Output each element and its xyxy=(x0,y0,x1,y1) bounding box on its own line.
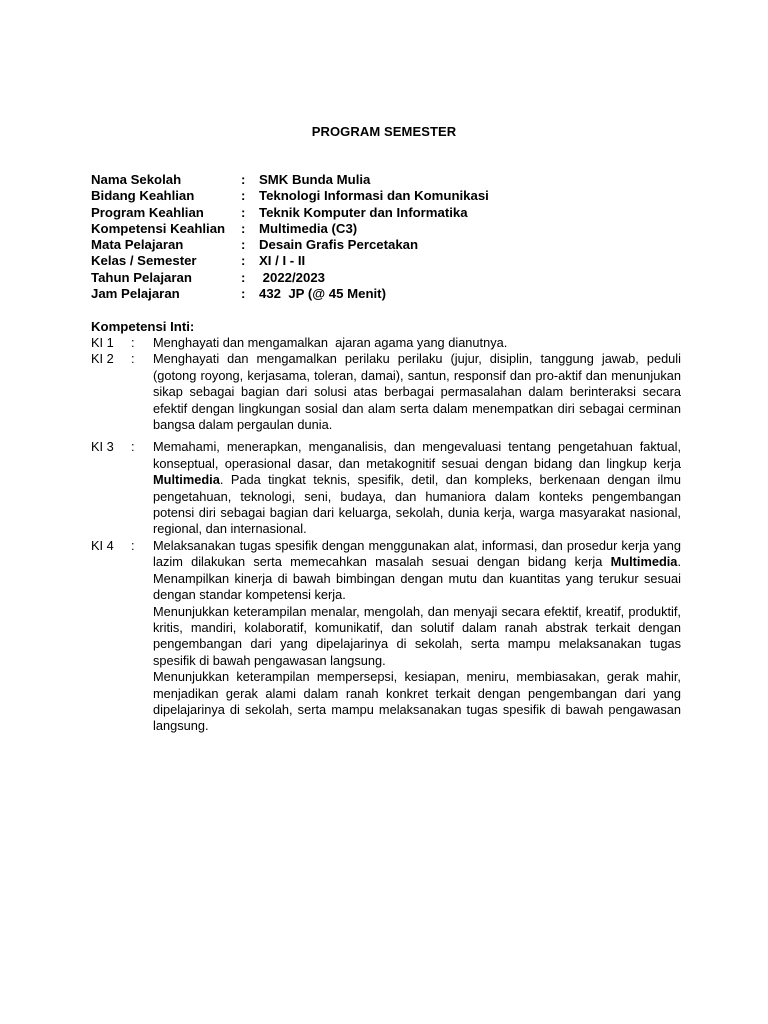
identity-colon: : xyxy=(241,286,246,302)
identity-value: 2022/2023 xyxy=(259,269,326,285)
ki-colon: : xyxy=(131,439,135,455)
ki-item-3 xyxy=(91,439,681,537)
ki-colon: : xyxy=(131,537,135,553)
ki-text: Memahami, menerapkan, menganalisis, dan mengevaluasi tentang pengetahuan faktual, konseptual, operasional dasar, dan metakognitif sesuai dengan bidang dan lingkup kerja xyxy=(153,439,681,471)
identity-row-jam-pelajaran xyxy=(91,286,489,302)
identity-label: Kompetensi Keahlian xyxy=(91,220,226,236)
ki-paragraph: Menunjukkan keterampilan mempersepsi, kesiapan, meniru, membiasakan, gerak mahir, menjadikan gerak alami dalam ranah konkret terkait dengan pengembangan dari yang dipelajarinya di sekolah, serta mampu melaksanakan tugas spesifik di bawah pengawasan langsung. xyxy=(153,669,681,734)
identity-table xyxy=(91,172,489,302)
identity-row-kompetensi-keahlian xyxy=(91,221,489,237)
identity-value: Teknik Komputer dan Informatika xyxy=(259,204,468,220)
ki-item-4 xyxy=(91,538,681,735)
identity-colon: : xyxy=(241,172,246,187)
identity-label: Tahun Pelajaran xyxy=(91,269,192,285)
identity-row-kelas-semester xyxy=(91,253,489,269)
identity-label: Nama Sekolah xyxy=(91,172,182,187)
ki-code: KI 2 xyxy=(91,351,114,367)
identity-value: 432 JP (@ 45 Menit) xyxy=(259,286,386,302)
identity-label: Mata Pelajaran xyxy=(91,237,184,253)
ki-paragraph xyxy=(153,538,681,604)
identity-value: Multimedia (C3) xyxy=(259,220,358,236)
ki-body xyxy=(153,351,681,433)
identity-label: Program Keahlian xyxy=(91,204,204,220)
ki-colon: : xyxy=(131,351,135,367)
identity-value: Teknologi Informasi dan Komunikasi xyxy=(259,188,489,204)
identity-colon: : xyxy=(241,220,246,236)
identity-colon: : xyxy=(241,253,246,269)
ki-paragraph xyxy=(153,439,681,537)
identity-colon: : xyxy=(241,269,246,285)
ki-heading: Kompetensi Inti: xyxy=(91,319,195,334)
identity-row-program-keahlian xyxy=(91,205,489,221)
ki-paragraph: Menghayati dan mengamalkan ajaran agama yang dianutnya. xyxy=(153,335,508,350)
identity-row-mata-pelajaran xyxy=(91,237,489,253)
ki-code: KI 4 xyxy=(91,537,114,553)
identity-row-bidang-keahlian xyxy=(91,188,489,204)
identity-label: Jam Pelajaran xyxy=(91,286,180,302)
identity-value: XI / I - II xyxy=(259,253,306,269)
ki-code: KI 3 xyxy=(91,439,114,455)
identity-label: Bidang Keahlian xyxy=(91,188,195,204)
ki-paragraph: Menghayati dan mengamalkan perilaku perilaku (jujur, disiplin, tanggung jawab, peduli (gotong royong, kerjasama, toleran, damai), santun, responsif dan pro-aktif dan menunjukan sikap sebagai bagian dari solusi atas berbagai permasalahan dalam berinteraksi secara efektif dengan lingkungan sosial dan alam serta dalam menempatkan diri sebagai cerminan bangsa dalam pergaulan dunia. xyxy=(153,351,681,433)
identity-colon: : xyxy=(241,237,246,253)
ki-item-1 xyxy=(91,335,681,351)
ki-body xyxy=(153,439,681,537)
identity-value: SMK Bunda Mulia xyxy=(259,172,371,187)
ki-bold-term: Multimedia xyxy=(610,554,678,570)
identity-row-tahun-pelajaran xyxy=(91,270,489,286)
identity-value: Desain Grafis Percetakan xyxy=(259,237,419,253)
ki-code: KI 1 xyxy=(91,335,114,350)
identity-label: Kelas / Semester xyxy=(91,253,197,269)
ki-item-2 xyxy=(91,351,681,433)
ki-text: Melaksanakan tugas spesifik dengan menggunakan alat, informasi, dan prosedur kerja yang lazim dilakukan serta memecahkan masalah sesuai dengan bidang kerja xyxy=(153,537,681,570)
ki-paragraph: Menunjukkan keterampilan menalar, mengolah, dan menyaji secara efektif, kreatif, produktif, kritis, mandiri, kolaboratif, komunikatif, dan solutif dalam ranah abstrak terkait dengan pengembangan dari yang dipelajarinya di sekolah, serta mampu melaksanakan tugas spesifik di bawah pengawasan langsung. xyxy=(153,603,681,668)
ki-list xyxy=(91,335,681,735)
ki-bold-term: Multimedia xyxy=(153,472,220,488)
identity-colon: : xyxy=(241,188,246,204)
document-title: PROGRAM SEMESTER xyxy=(311,124,457,139)
ki-colon: : xyxy=(131,335,135,350)
ki-text: . Pada tingkat teknis, spesifik, detil, dan kompleks, berkenaan dengan ilmu pengetahuan, teknologi, seni, budaya, dan humaniora dalam konteks pengembangan potensi diri sebagai bagian dari keluarga, sekolah, dunia kerja, warga masyarakat nasional, regional, dan internasional. xyxy=(153,472,681,537)
identity-colon: : xyxy=(241,204,246,220)
identity-row-nama-sekolah xyxy=(91,172,489,188)
ki-body xyxy=(153,538,681,735)
ki-body xyxy=(153,335,681,351)
ki-text: . Menampilkan kinerja di bawah bimbingan dengan mutu dan kuantitas yang terukur sesuai dengan standar kompetensi kerja. xyxy=(153,554,681,603)
